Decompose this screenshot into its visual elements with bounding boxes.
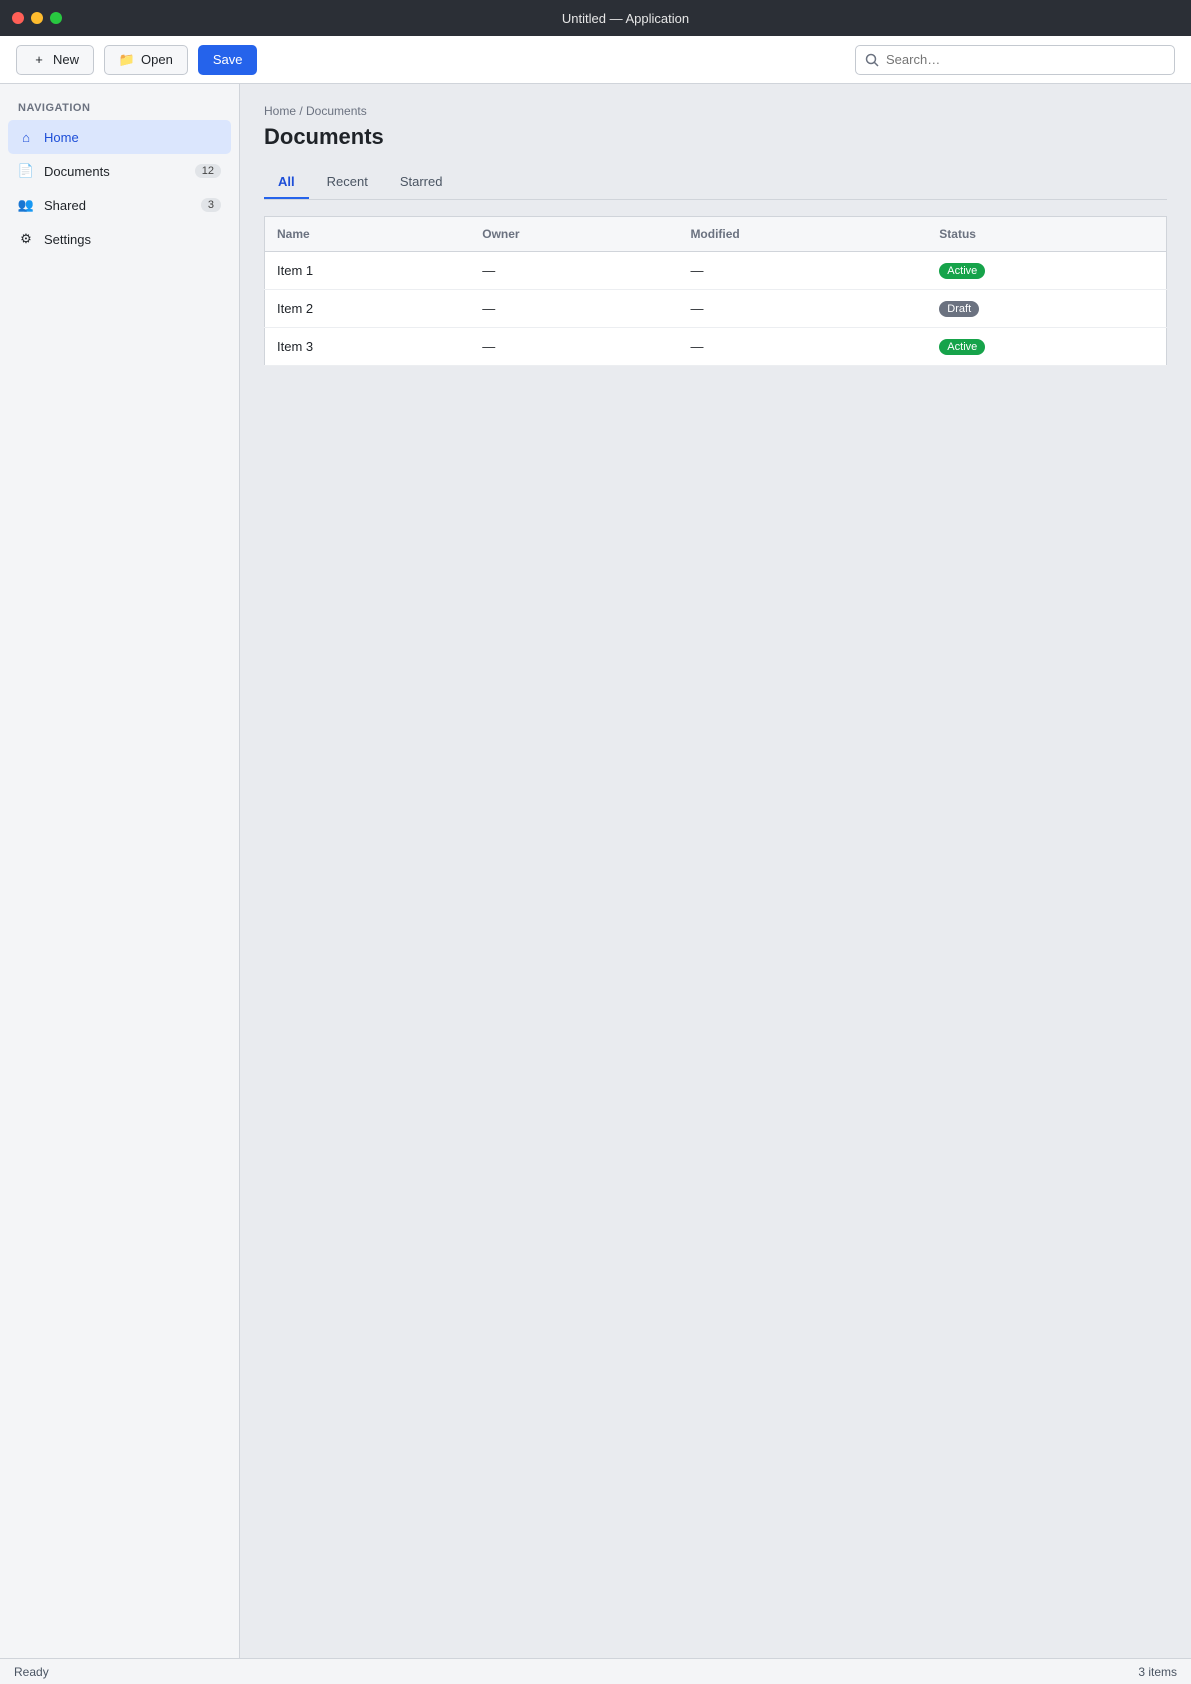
minimize-window-button[interactable] [31,12,43,24]
gear-icon: ⚙ [20,231,32,246]
column-header-modified[interactable]: Modified [678,217,927,252]
table-row[interactable] [265,290,1167,328]
cell-status [927,290,1166,328]
app-body [0,84,1191,1658]
item-count: 3 items [1138,1664,1177,1679]
save-button-label: Save [212,52,243,67]
cell-name: Item 2 [265,290,471,328]
sidebar-item-count: 3 [201,198,221,212]
cell-name: Item 3 [265,328,471,366]
cell-modified: — [678,328,927,366]
status-badge: Active [939,339,985,355]
maximize-window-button[interactable] [50,12,62,24]
table-row[interactable] [265,252,1167,290]
sidebar-item-label: Shared [44,197,86,213]
window-controls [12,12,62,24]
save-button[interactable] [198,45,258,75]
search-box [855,45,1175,75]
cell-status [927,328,1166,366]
cell-owner: — [470,290,678,328]
new-button[interactable] [16,45,94,75]
table-body [265,252,1167,366]
sidebar-item-documents[interactable] [8,154,231,188]
home-icon: ⌂ [22,129,30,145]
toolbar [0,36,1191,84]
cell-name: Item 1 [265,252,471,290]
status-badge: Draft [939,301,979,317]
search-icon [864,52,880,68]
window-title: Untitled — Application [561,10,690,26]
cell-owner: — [470,328,678,366]
sidebar [0,84,240,1658]
tab-bar [264,166,1167,200]
open-button[interactable] [104,45,188,75]
page-title: Documents [264,124,384,149]
status-bar [0,1658,1191,1684]
sidebar-item-label: Home [44,129,79,145]
status-badge: Active [939,263,985,279]
sidebar-item-home[interactable] [8,120,231,154]
users-icon: 👥 [17,197,35,212]
tab-recent[interactable]: Recent [326,174,368,189]
main-content [240,84,1191,1658]
breadcrumb: Home / Documents [264,104,367,118]
column-header-status[interactable]: Status [927,217,1166,252]
sidebar-item-count: 12 [195,164,221,178]
close-window-button[interactable] [12,12,24,24]
column-header-owner[interactable]: Owner [470,217,678,252]
new-button-label: New [53,52,80,67]
column-header-name[interactable]: Name [265,217,471,252]
table-row[interactable] [265,328,1167,366]
open-button-label: Open [141,52,173,67]
cell-modified: — [678,290,927,328]
sidebar-item-label: Documents [44,163,110,179]
table-header-row [265,217,1167,252]
folder-icon: 📁 [118,51,136,67]
sidebar-item-settings[interactable] [8,222,231,256]
sidebar-item-label: Settings [44,231,91,247]
documents-table [264,216,1167,366]
tab-starred[interactable]: Starred [399,174,443,189]
status-text: Ready [14,1664,49,1679]
tab-all[interactable]: All [264,166,309,199]
document-icon: 📄 [17,163,35,178]
cell-modified: — [678,252,927,290]
search-input[interactable] [886,52,1166,67]
cell-owner: — [470,252,678,290]
title-bar [0,0,1191,36]
sidebar-item-shared[interactable] [8,188,231,222]
sidebar-heading: NAVIGATION [18,102,91,114]
plus-icon: + [35,52,43,67]
cell-status [927,252,1166,290]
